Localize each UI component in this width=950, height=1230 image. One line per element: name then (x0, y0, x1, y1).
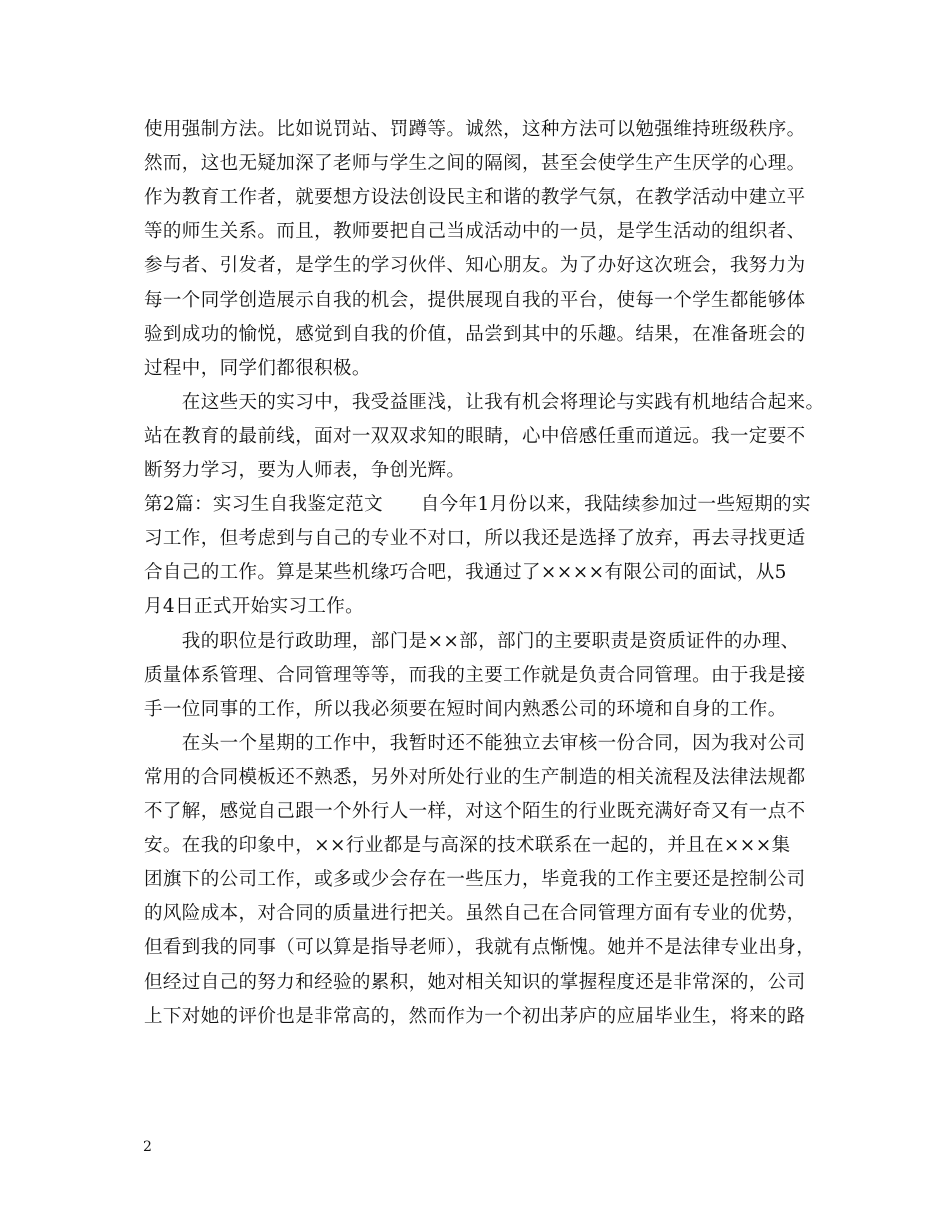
text-line: 然而，这也无疑加深了老师与学生之间的隔阂，甚至会使学生产生厌学的心理。 (144, 153, 806, 175)
text-line: 团旗下的公司工作，或多或少会存在一些压力，毕竟我的工作主要还是控制公司 (144, 869, 806, 891)
text-line: 不了解，感觉自己跟一个外行人一样，对这个陌生的行业既充满好奇又有一点不 (144, 801, 806, 822)
text-line: 作为教育工作者，就要想方设法创设民主和谐的教学气氛，在教学活动中建立平 (144, 187, 806, 209)
text-line: 但看到我的同事（可以算是指导老师），我就有点惭愧。她并不是法律专业出身， (144, 937, 816, 959)
text-line: 的风险成本，对合同的质量进行把关。虽然自己在合同管理方面有专业的优势， (144, 903, 806, 925)
text-line: 在头一个星期的工作中，我暂时还不能独立去审核一份合同，因为我对公司 (144, 732, 806, 754)
text-line: 验到成功的愉悦，感觉到自我的价值，品尝到其中的乐趣。结果，在准备班会的 (144, 323, 806, 345)
text-line: 参与者、引发者，是学生的学习伙伴、知心朋友。为了办好这次班会，我努力为 (144, 255, 806, 277)
text-line: 质量体系管理、合同管理等等，而我的主要工作就是负责合同管理。由于我是接 (144, 664, 806, 686)
text-line: 过程中，同学们都很积极。 (144, 357, 371, 379)
text-line: 手一位同事的工作，所以我必须要在短时间内熟悉公司的环境和自身的工作。 (144, 698, 787, 720)
text-line: 安。在我的印象中，××行业都是与高深的技术联系在一起的，并且在×××集 (144, 835, 791, 857)
text-line: 但经过自己的努力和经验的累积，她对相关知识的掌握程度还是非常深的，公司 (144, 971, 806, 993)
text-line: 断努力学习，要为人师表，争创光辉。 (144, 460, 466, 481)
text-line: 第2篇：实习生自我鉴定范文 自今年1月份以来，我陆续参加过一些短期的实 (144, 494, 811, 516)
page-number: 2 (143, 1139, 152, 1155)
text-line: 站在教育的最前线，面对一双双求知的眼睛，心中倍感任重而道远。我一定要不 (144, 425, 806, 447)
text-line: 上下对她的评价也是非常高的，然而作为一个初出茅庐的应届毕业生，将来的路 (144, 1005, 806, 1027)
text-line: 等的师生关系。而且，教师要把自己当成活动中的一员，是学生活动的组织者、 (144, 221, 806, 243)
text-line: 我的职位是行政助理，部门是××部，部门的主要职责是资质证件的办理、 (144, 630, 800, 652)
text-line: 每一个同学创造展示自我的机会，提供展现自我的平台，使每一个学生都能够体 (144, 289, 806, 311)
text-line: 合自己的工作。算是某些机缘巧合吧，我通过了××××有限公司的面试，从5 (144, 562, 787, 584)
text-line: 月4日正式开始实习工作。 (144, 596, 365, 618)
text-line: 在这些天的实习中，我受益匪浅，让我有机会将理论与实践有机地结合起来。 (144, 391, 825, 413)
text-line: 常用的合同模板还不熟悉，另外对所处行业的生产制造的相关流程及法律法规都 (144, 766, 806, 788)
text-line: 习工作，但考虑到与自己的专业不对口，所以我还是选择了放弃，再去寻找更适 (144, 528, 806, 550)
text-line: 使用强制方法。比如说罚站、罚蹲等。诚然，这种方法可以勉强维持班级秩序。 (144, 119, 806, 140)
